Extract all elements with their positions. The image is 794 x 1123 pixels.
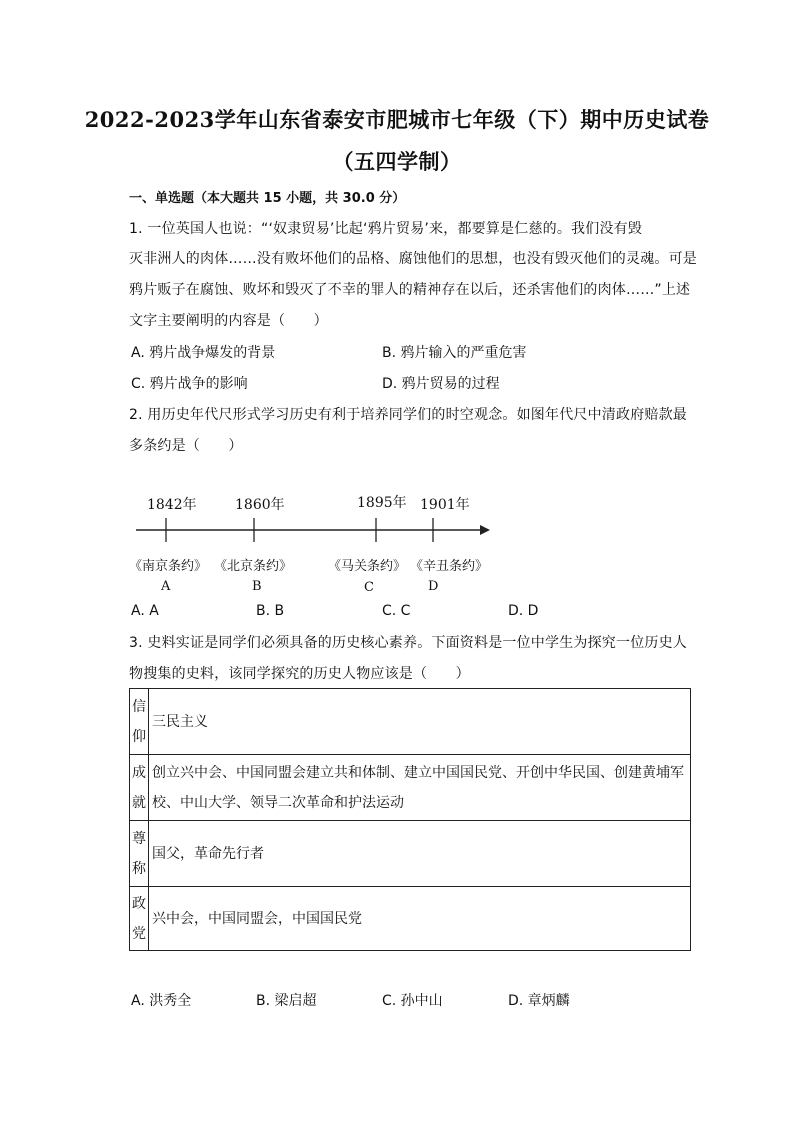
question-1-line-4: 文字主要阐明的内容是（ ）	[129, 313, 328, 329]
question-2-line-2: 多条约是（ ）	[129, 438, 243, 454]
question-3-line-2: 物搜集的史料，该同学探究的历史人物应该是（ ）	[129, 666, 470, 682]
timeline-letter-a: A	[161, 579, 171, 594]
timeline-letter-b: B	[252, 579, 262, 594]
q1-option-a[interactable]: A. 鸦片战争爆发的背景	[131, 345, 276, 361]
table-row-value: 创立兴中会、中国同盟会建立共和体制、建立中国国民党、开创中华民国、创建黄埔军 校、中山大学、领导二次革命和护法运动	[149, 755, 691, 821]
timeline-arrow-icon	[480, 525, 490, 535]
question-1-line-1: 1. 一位英国人也说：“‘奴隶贸易’比起‘鸦片贸易’来，都要算是仁慈的。我们没有毁	[129, 221, 643, 237]
table-row-key: 信 仰	[130, 689, 149, 755]
exam-subtitle: （五四学制）	[332, 149, 462, 174]
table-row	[130, 821, 691, 887]
table-row	[130, 755, 691, 821]
figure-info-table	[129, 688, 691, 951]
timeline-axis	[136, 512, 492, 548]
treaty-beijing: 《北京条约》	[214, 559, 293, 574]
q3-option-c[interactable]: C. 孙中山	[382, 993, 443, 1009]
q2-option-a[interactable]: A. A	[131, 603, 159, 619]
table-row-key: 政 党	[130, 887, 149, 951]
q2-option-d[interactable]: D. D	[508, 603, 539, 619]
timeline-year-1860: 1860年	[235, 497, 285, 513]
table-row-value: 三民主义	[149, 689, 691, 755]
table-row-value: 国父，革命先行者	[149, 821, 691, 887]
exam-title: 2022-2023学年山东省泰安市肥城市七年级（下）期中历史试卷	[84, 107, 710, 132]
timeline-year-1842: 1842年	[147, 497, 197, 513]
question-3-line-1: 3. 史料实证是同学们必须具备的历史核心素养。下面资料是一位中学生为探究一位历史人	[129, 635, 688, 651]
q3-option-a[interactable]: A. 洪秀全	[131, 993, 192, 1009]
q2-option-c[interactable]: C. C	[382, 603, 411, 619]
table-row-key: 成 就	[130, 755, 149, 821]
treaty-xinchou: 《辛丑条约》	[410, 559, 489, 574]
treaty-maguan: 《马关条约》	[328, 559, 407, 574]
q3-option-d[interactable]: D. 章炳麟	[508, 993, 570, 1009]
timeline-letter-d: D	[428, 579, 439, 594]
timeline-letter-c: C	[364, 580, 374, 595]
table-row-value: 兴中会，中国同盟会，中国国民党	[149, 887, 691, 951]
question-2-line-1: 2. 用历史年代尺形式学习历史有利于培养同学们的时空观念。如图年代尺中清政府赔款最	[129, 407, 688, 423]
q1-option-b[interactable]: B. 鸦片输入的严重危害	[382, 345, 527, 361]
timeline-year-1895: 1895年	[357, 495, 407, 511]
question-1-line-2: 灭非洲人的肉体……没有败坏他们的品格、腐蚀他们的思想，也没有毁灭他们的灵魂。可是	[129, 251, 697, 267]
treaty-nanjing: 《南京条约》	[129, 559, 208, 574]
table-row-key: 尊 称	[130, 821, 149, 887]
timeline-year-1901: 1901年	[420, 497, 470, 513]
q1-option-d[interactable]: D. 鸦片贸易的过程	[382, 376, 500, 392]
q2-option-b[interactable]: B. B	[256, 603, 285, 619]
question-1-line-3: 鸦片贩子在腐蚀、败坏和毁灭了不幸的罪人的精神存在以后，还杀害他们的肉体……”上述	[129, 282, 691, 298]
section-heading: 一、单选题（本大题共 15 小题，共 30.0 分）	[129, 191, 406, 206]
table-row	[130, 887, 691, 951]
table-row	[130, 689, 691, 755]
q1-option-c[interactable]: C. 鸦片战争的影响	[131, 376, 248, 392]
q3-option-b[interactable]: B. 梁启超	[256, 993, 317, 1009]
